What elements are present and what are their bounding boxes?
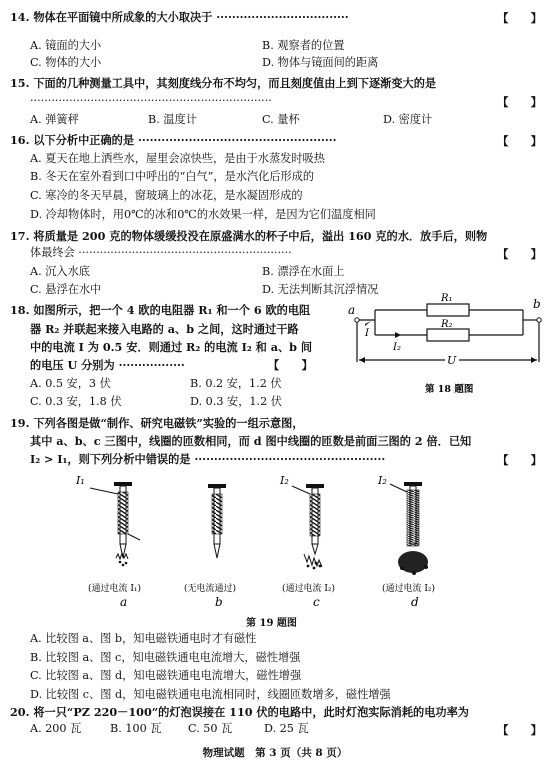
q17-stem-line1: 17. 将质量是 200 克的物体缓缓投没在原盛满水的杯子中后，溢出 160 克的水．放手后，则物 <box>10 229 488 243</box>
q18-stem-line4: 的电压 U 分别为 ················· <box>30 358 185 372</box>
q16-stem: 16. 以下分析中正确的是 ··················································· <box>10 133 337 147</box>
q17-option-b: B. 漂浮在水面上 <box>262 265 345 278</box>
q19-caption-c: (通过电流 I₂) <box>282 584 336 594</box>
q19-stem-line2: 其中 a、b、c 三图中，线圈的匝数相同，而 d 图中线圈的匝数是前面三图的 2 倍．已知 <box>30 434 472 448</box>
q17-option-a: A. 沉入水底 <box>30 265 90 278</box>
q15-leader-dots: ···································································· <box>30 94 272 107</box>
q16-option-c: C. 寒冷的冬天早晨，窗玻璃上的冰花，是水凝固形成的 <box>30 189 303 202</box>
q16-answer-bracket[interactable]: 【 】 <box>497 134 542 148</box>
q19-letter-b: b <box>215 595 223 609</box>
terminal-b-label: b <box>533 297 541 311</box>
q17-answer-bracket[interactable]: 【 】 <box>497 247 542 261</box>
q18-circuit-diagram <box>345 290 545 400</box>
q20-option-c: C. 50 瓦 <box>188 722 233 735</box>
q19-option-a: A. 比较图 a、图 b，知电磁铁通电时才有磁性 <box>30 632 257 645</box>
electromagnet-d <box>390 482 428 575</box>
q18-figure-caption: 第 18 题图 <box>425 384 474 395</box>
electromagnet-a <box>90 482 140 566</box>
q15-option-a: A. 弹簧秤 <box>30 113 79 126</box>
q18-option-a: A. 0.5 安，3 伏 <box>30 377 111 390</box>
r2-label: R₂ <box>441 319 453 330</box>
q14-option-d: D. 物体与镜面间的距离 <box>262 56 379 69</box>
q14-answer-bracket[interactable]: 【 】 <box>497 11 542 25</box>
q19-stem-line1: 19. 下列各图是做“制作、研究电磁铁”实验的一组示意图， <box>10 416 304 430</box>
q19-option-b: B. 比较图 a、图 c，知电磁铁通电电流增大，磁性增强 <box>30 651 301 664</box>
q15-option-d: D. 密度计 <box>383 113 433 126</box>
r1-label: R₁ <box>441 293 453 304</box>
current-i-label: I <box>365 328 369 339</box>
q19-option-d: D. 比较图 c、图 d，知电磁铁通电电流相同时，线圈匝数增多，磁性增强 <box>30 688 391 701</box>
q19-letter-a: a <box>120 595 128 609</box>
q19-letter-c: c <box>313 595 320 609</box>
q18-answer-bracket[interactable]: 【 】 <box>268 358 313 372</box>
q19-current-i1-label: I₁ <box>76 474 85 487</box>
q14-option-c: C. 物体的大小 <box>30 56 102 69</box>
q17-option-d: D. 无法判断其沉浮情况 <box>262 283 379 296</box>
q20-option-a: A. 200 瓦 <box>30 722 82 735</box>
q19-electromagnet-figure <box>60 470 490 610</box>
q15-answer-bracket[interactable]: 【 】 <box>497 95 542 109</box>
q17-option-c: C. 悬浮在水中 <box>30 283 102 296</box>
q19-option-c: C. 比较图 a、图 d，知电磁铁通电电流增大，磁性增强 <box>30 669 302 682</box>
q19-current-i2c-label: I₂ <box>280 474 289 487</box>
q15-stem: 15. 下面的几种测量工具中，其刻度线分布不均匀，而且刻度值由上到下逐渐变大的是 <box>10 76 437 90</box>
q15-option-c: C. 量杯 <box>262 113 300 126</box>
q18-stem-line3: 中的电流 I 为 0.5 安．则通过 R₂ 的电流 I₂ 和 a、b 间 <box>30 340 313 354</box>
q19-letter-d: d <box>411 595 419 609</box>
q19-answer-bracket[interactable]: 【 】 <box>497 453 542 467</box>
q20-stem: 20. 将一只“PZ 220－100”的灯泡误接在 110 伏的电路中，此时灯泡实际消耗的电功率为 <box>10 705 469 719</box>
r1-resistor <box>427 304 469 316</box>
q20-answer-bracket[interactable]: 【 】 <box>497 723 542 737</box>
electromagnet-b <box>208 484 226 558</box>
q19-caption-d: (通过电流 I₂) <box>382 584 436 594</box>
r2-resistor <box>427 329 469 341</box>
q16-option-a: A. 夏天在地上洒些水，屋里会凉快些，是由于水蒸发时吸热 <box>30 152 325 165</box>
q18-stem-line2: 器 R₂ 并联起来接入电路的 a、b 之间，这时通过干路 <box>30 322 299 336</box>
current-i2-label: I₂ <box>393 342 401 353</box>
q16-option-d: D. 冷却物体时，用0℃的冰和0℃的水效果一样，是因为它们温度相同 <box>30 208 376 221</box>
q19-caption-a: (通过电流 I₁) <box>88 584 142 594</box>
q19-caption-b: (无电流通过) <box>184 584 237 594</box>
q19-current-i2d-label: I₂ <box>378 474 387 487</box>
q20-option-b: B. 100 瓦 <box>110 722 162 735</box>
q19-stem-line3: I₂ > I₁，则下列分析中错误的是 ················································· <box>30 452 386 466</box>
q14-option-b: B. 观察者的位置 <box>262 39 345 52</box>
q15-option-b: B. 温度计 <box>148 113 197 126</box>
electromagnet-c <box>292 484 324 569</box>
q18-option-d: D. 0.3 安，1.2 伏 <box>190 395 282 408</box>
q20-option-d: D. 25 瓦 <box>264 722 309 735</box>
q14-option-a: A. 镜面的大小 <box>30 39 102 52</box>
q18-stem-line1: 18. 如图所示，把一个 4 欧的电阻器 R₁ 和一个 6 欧的电阻 <box>10 303 311 317</box>
voltage-u-label: U <box>447 354 457 367</box>
q18-option-c: C. 0.3 安，1.8 伏 <box>30 395 122 408</box>
q17-stem-line2: 体最终会 ···························································· <box>30 246 292 259</box>
q18-option-b: B. 0.2 安，1.2 伏 <box>190 377 282 390</box>
q14-stem: 14. 物体在平面镜中所成象的大小取决于 ·································· <box>10 10 349 24</box>
q16-option-b: B. 冬天在室外看到口中呼出的“白气”，是水汽化后形成的 <box>30 170 315 183</box>
page-footer: 物理试题 第 3 页（共 8 页） <box>202 747 348 759</box>
terminal-a-label: a <box>348 303 356 317</box>
q19-figure-caption: 第 19 题图 <box>246 618 297 629</box>
